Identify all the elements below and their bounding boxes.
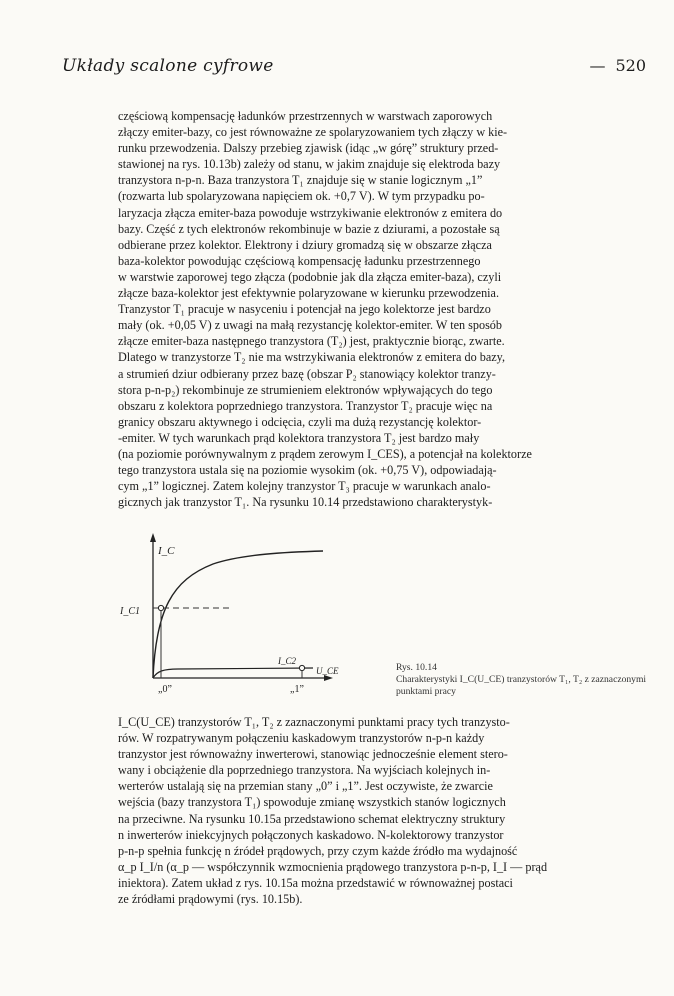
text-line: złączy emiter-bazy, co jest równoważne ze spolaryzowaniem tych złączy w kie- [118, 125, 508, 140]
page-number-dash: — [589, 56, 606, 75]
text-line: granicy obszaru aktywnego i odcięcia, czyli ma dużą rezystancję kolektor- [118, 414, 482, 429]
text-line: laryzacja złącza emiter-baza powoduje wstrzykiwanie elektronów z emitera do [118, 205, 503, 220]
point-0-label: „0” [158, 684, 172, 695]
text-line: stawionej na rys. 10.13b) zależy od stanu, w jakim znajduje się elektroda bazy [118, 157, 501, 172]
text-line: gicznych jak tranzystor T₁. Na rysunku 10.14 przedstawiono charakterystyk- [118, 495, 493, 510]
page-number-block [589, 56, 646, 75]
text-line: w warstwie zaporowej tego złącza (podobnie jak dla złącza emiter-baza), czyli [118, 269, 502, 284]
figure-characteristics [118, 530, 348, 700]
text-line: rów. W rozpatrywanym połączeniu kaskadowym tranzystorów n-p-n każdy [118, 731, 485, 746]
x-axis-label: U_CE [316, 666, 339, 676]
working-point-1 [299, 665, 304, 670]
text-line: runku przewodzenia. Dalszy przebieg zjawisk (idąc „w górę” struktury przed- [118, 141, 499, 156]
page-header [62, 56, 646, 80]
text-line: wany i obciążenie dla poprzedniego tranzystora. Na wyjściach kolejnych in- [118, 763, 491, 778]
text-line: Dlatego w tranzystorze T₂ nie ma wstrzykiwania elektronów z emitera do bazy, [118, 350, 505, 365]
text-line: mały (ok. +0,05 V) z uwagi na małą rezystancję kolektor-emiter. W ten sposób [118, 318, 502, 333]
text-line: werterów ustalają się na przemian stany „0” i „1”. Jest oczywiste, że zwarcie [118, 779, 493, 794]
y-axis-arrow [150, 533, 156, 542]
text-line: odbierane przez kolektor. Elektrony i dziury gromadzą się w obszarze złącza [118, 237, 492, 252]
text-line: tego tranzystora ustala się na poziomie wysokim (ok. +0,75 V), odpowiadają- [118, 463, 497, 478]
level-ic2-label: I_C2 [278, 656, 296, 666]
text-line: I_C(U_CE) tranzystorów T₁, T₂ z zaznaczonymi punktami pracy tych tranzysto- [118, 715, 510, 729]
text-line: α_p I_I/n (α_p — współczynnik wzmocnienia prądowego tranzystora p-n-p, I_I — prąd [118, 859, 548, 874]
text-line: (rozwarta lub spolaryzowana napięciem ok. +0,7 V). W tym przypadku po- [118, 189, 485, 204]
text-line: ze źródłami prądowymi (rys. 10.15b). [118, 892, 303, 907]
text-line: złącze baza-kolektor jest efektywnie polaryzowane w kierunku przewodzenia. [118, 286, 500, 301]
text-line: częściową kompensację ładunków przestrzennych w warstwach zaporowych [118, 109, 493, 123]
text-line: tranzystor jest równoważny inwerterowi, stanowiąc jednocześnie element stero- [118, 747, 508, 762]
point-1-label: „1” [290, 684, 304, 695]
text-line: złącze emiter-baza następnego tranzystora (T₂) jest, praktycznie biorąc, zwarte. [118, 334, 505, 349]
caption-text: Charakterystyki I_C(U_CE) tranzystorów T₁, T₂ z zaznaczonymi punktami pracy [396, 674, 647, 697]
text-line: -emiter. W tych warunkach prąd kolektora tranzystora T₂ jest bardzo mały [118, 430, 480, 445]
text-line: cym „1” logicznej. Zatem kolejny tranzystor T₃ pracuje w warunkach analo- [118, 479, 491, 494]
text-line: (na poziomie porównywalnym z prądem zerowym I_CES), a potencjał na kolektorze [118, 446, 532, 461]
curve-high [153, 551, 323, 678]
paragraph-top [118, 108, 656, 510]
text-line: p-n-p spełnia funkcję n źródeł prądowych, przy czym każde źródło ma wydajność [118, 843, 518, 858]
running-title: Układy scalone cyfrowe [62, 56, 274, 76]
characteristics-plot [118, 530, 348, 700]
text-line: tranzystora n-p-n. Baza tranzystora T₁ znajduje się w stanie logicznym „1” [118, 173, 483, 188]
text-line: obszaru z kolektora poprzedniego tranzystora. Tranzystor T₂ pracuje więc na [118, 398, 493, 413]
text-line: stora p-n-p₂) rekombinuje ze strumieniem elektronów wpływających do tego [118, 382, 493, 397]
text-line: Tranzystor T₁ pracuje w nasyceniu i potencjał na jego kolektorze jest bardzo [118, 302, 491, 317]
text-line: n inwerterów iniekcyjnych połączonych kaskadowo. N-kolektorowy tranzystor [118, 827, 504, 842]
page-number: 520 [615, 56, 646, 75]
text-line: a strumień dziur odbierany przez bazę (obszar P₂ stanowiący kolektor tranzy- [118, 366, 496, 381]
working-point-0 [158, 605, 163, 610]
text-line: baza-kolektor powodując częściową kompensację ładunku przestrzennego [118, 253, 481, 268]
paragraph-bottom [118, 714, 656, 907]
text-line: bazy. Część z tych elektronów rekombinuje w bazie z dziurami, a pozostałe są [118, 221, 500, 236]
figure-caption [396, 662, 660, 698]
level-ic1-label: I_C1 [120, 606, 140, 617]
y-axis-label: I_C [158, 545, 175, 557]
caption-number: Rys. 10.14 [396, 662, 437, 673]
text-line: wejścia (bazy tranzystora T₁) spowoduje zmianę wszystkich stanów logicznych [118, 795, 506, 810]
text-line: na przeciwne. Na rysunku 10.15a przedstawiono schemat elektryczny struktury [118, 811, 506, 826]
curve-low [153, 668, 313, 678]
text-line: iniektora). Zatem układ z rys. 10.15a można przedstawić w równoważnej postaci [118, 875, 513, 890]
